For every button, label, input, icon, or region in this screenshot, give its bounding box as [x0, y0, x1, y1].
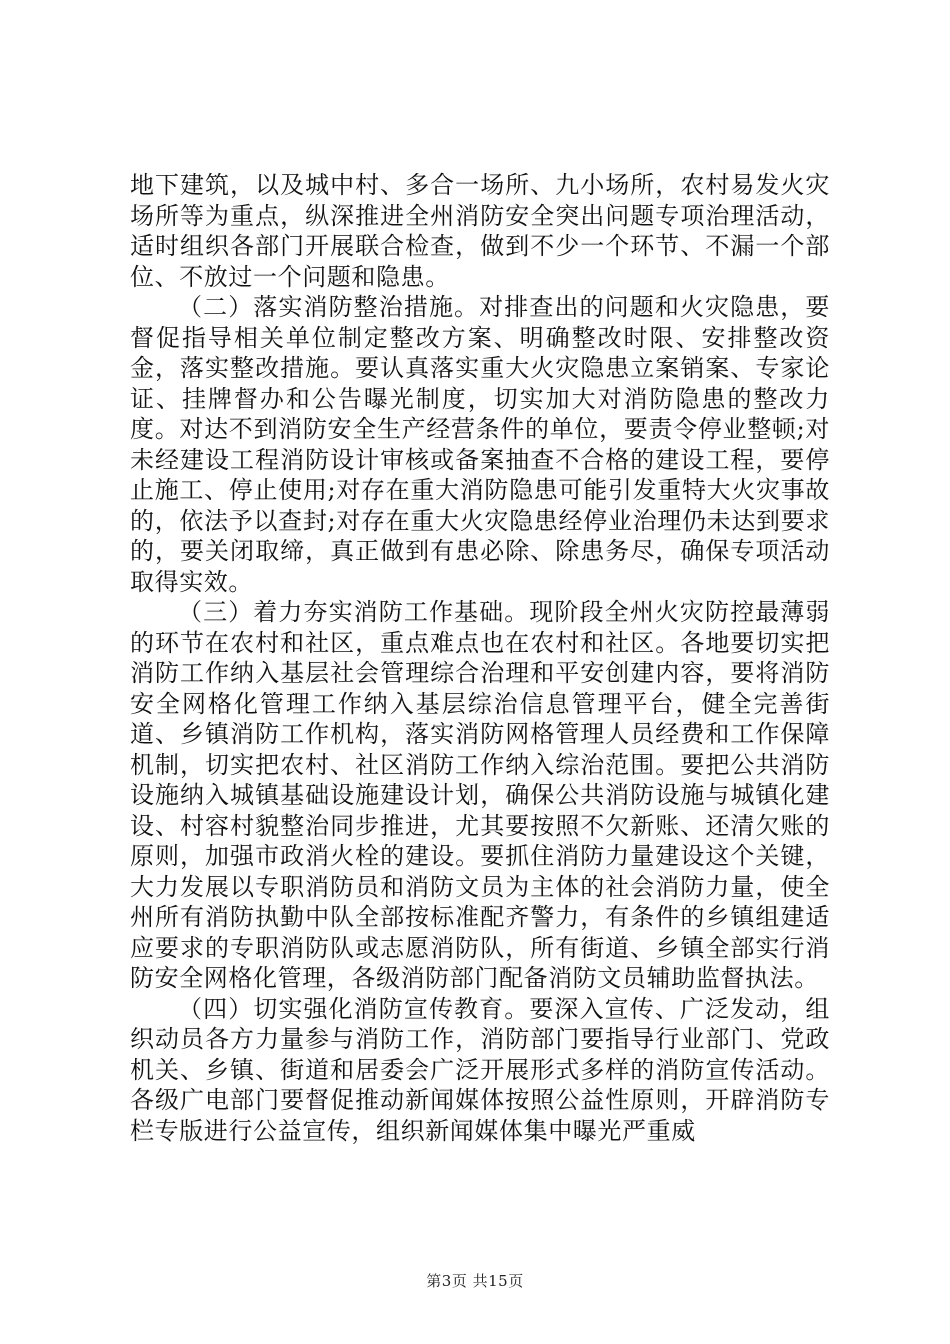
paragraph-2: （二）落实消防整治措施。对排查出的问题和火灾隐患，要督促指导相关单位制定整改方案、明确整改时限、安排整改资金，落实整改措施。要认真落实重大火灾隐患立案销案、专家论证、挂牌督办和公告曝光制度，切实加大对消防隐患的整改力度。对达不到消防安全生产经营条件的单位，要责令停业整顿;对未经建设工程消防设计审核或备案抽查不合格的建设工程，要停止施工、停止使用;对存在重大消防隐患可能引发重特大火灾事故的，依法予以查封;对存在重大火灾隐患经停业治理仍未达到要求的，要关闭取缔，真正做到有患必除、除患务尽，确保专项活动取得实效。	[130, 293, 830, 596]
paragraph-3: （三）着力夯实消防工作基础。现阶段全州火灾防控最薄弱的环节在农村和社区，重点难点也在农村和社区。各地要切实把消防工作纳入基层社会管理综合治理和平安创建内容，要将消防安全网格化管理工作纳入基层综治信息管理平台，健全完善街道、乡镇消防工作机构，落实消防网格管理人员经费和工作保障机制，切实把农村、社区消防工作纳入综治范围。要把公共消防设施纳入城镇基础设施建设计划，确保公共消防设施与城镇化建设、村容村貌整治同步推进，尤其要按照不欠新账、还清欠账的原则，加强市政消火栓的建设。要抓住消防力量建设这个关键，大力发展以专职消防员和消防文员为主体的社会消防力量，使全州所有消防执勤中队全部按标准配齐警力，有条件的乡镇组建适应要求的专职消防队或志愿消防队，所有街道、乡镇全部实行消防安全网格化管理，各级消防部门配备消防文员辅助监督执法。	[130, 598, 830, 992]
page-number-footer: 第3页 共15页	[426, 1272, 524, 1290]
document-body	[130, 170, 830, 1146]
paragraph-4: （四）切实强化消防宣传教育。要深入宣传、广泛发动，组织动员各方力量参与消防工作，消防部门要指导行业部门、党政机关、乡镇、街道和居委会广泛开展形式多样的消防宣传活动。各级广电部门要督促推动新闻媒体按照公益性原则，开辟消防专栏专版进行公益宣传，组织新闻媒体集中曝光严重威	[130, 994, 830, 1145]
paragraph-1: 地下建筑，以及城中村、多合一场所、九小场所，农村易发火灾场所等为重点，纵深推进全州消防安全突出问题专项治理活动，适时组织各部门开展联合检查，做到不少一个环节、不漏一个部位、不放过一个问题和隐患。	[130, 171, 830, 291]
